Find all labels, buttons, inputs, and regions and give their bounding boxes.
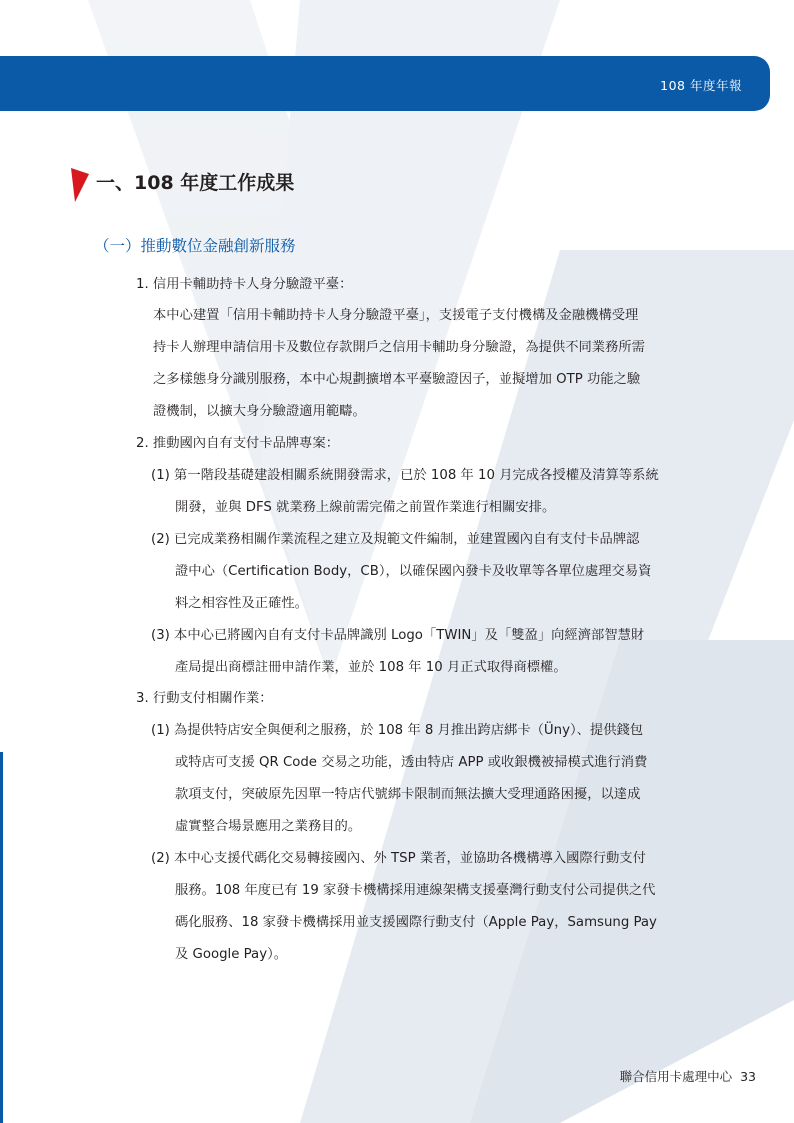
paragraph-line: 證機制，以擴大身分驗證適用範疇。 [153, 404, 366, 419]
footer-organization: 聯合信用卡處理中心 [619, 1069, 733, 1084]
paragraph-line: 持卡人辦理申請信用卡及數位存款開戶之信用卡輔助身分驗證，為提供不同業務所需 [153, 340, 645, 355]
sub-item-continuation: 開發，並與 DFS 就業務上線前需完備之前置作業進行相關安排。 [175, 500, 556, 515]
item-heading: 3. 行動支付相關作業： [136, 691, 273, 706]
paragraph-line: 本中心建置「信用卡輔助持卡人身分驗證平臺」，支援電子支付機構及金融機構受理 [153, 308, 639, 323]
page-footer [620, 1067, 756, 1085]
sub-item: (2) 本中心支援代碼化交易轉接國內、外 TSP 業者，並協助各機構導入國際行動支付 [151, 851, 646, 866]
sub-item: (1) 為提供特店安全與便利之服務，於 108 年 8 月推出跨店綁卡（Üny）、提供錢包 [151, 723, 644, 738]
sub-item-continuation: 碼化服務、18 家發卡機構採用並支援國際行動支付（Apple Pay，Samsung Pay [175, 915, 657, 930]
item-heading: 2. 推動國內自有支付卡品牌專案： [136, 436, 340, 451]
sub-item-continuation: 款項支付，突破原先因單一特店代號綁卡限制而無法擴大受理通路困擾，以達成 [175, 787, 641, 802]
sub-item-continuation: 產局提出商標註冊申請作業，並於 108 年 10 月正式取得商標權。 [175, 660, 567, 675]
sub-item-continuation: 及 Google Pay）。 [175, 947, 288, 962]
sub-item-continuation: 服務。108 年度已有 19 家發卡機構採用連線架構支援臺灣行動支付公司提供之代 [175, 883, 656, 898]
sub-item: (2) 已完成業務相關作業流程之建立及規範文件編制，並建置國內自有支付卡品牌認 [151, 532, 640, 547]
sub-item: (3) 本中心已將國內自有支付卡品牌識別 Logo「TWIN」及「雙盈」向經濟部智慧財 [151, 628, 645, 643]
sub-item-continuation: 證中心（Certification Body，CB），以確保國內發卡及收單等各單位處理交易資 [175, 564, 652, 579]
sub-item-continuation: 或特店可支援 QR Code 交易之功能，透由特店 APP 或收銀機被掃模式進行消費 [175, 755, 648, 770]
sub-item-continuation: 料之相容性及正確性。 [175, 596, 308, 611]
section-title: 一、108 年度工作成果 [96, 172, 295, 194]
sub-item-continuation: 虛實整合場景應用之業務目的。 [175, 819, 362, 834]
page-number: 33 [740, 1069, 756, 1084]
paragraph-line: 之多樣態身分識別服務，本中心規劃擴增本平臺驗證因子，並擬增加 OTP 功能之驗 [153, 372, 641, 387]
item-heading: 1. 信用卡輔助持卡人身分驗證平臺： [136, 277, 353, 292]
sub-item: (1) 第一階段基礎建設相關系統開發需求，已於 108 年 10 月完成各授權及清算等系統 [151, 468, 659, 483]
subsection-title: （一）推動數位金融創新服務 [94, 237, 296, 255]
annual-report-title: 108 年度年報 [660, 78, 742, 93]
section-marker-icon [71, 168, 89, 202]
